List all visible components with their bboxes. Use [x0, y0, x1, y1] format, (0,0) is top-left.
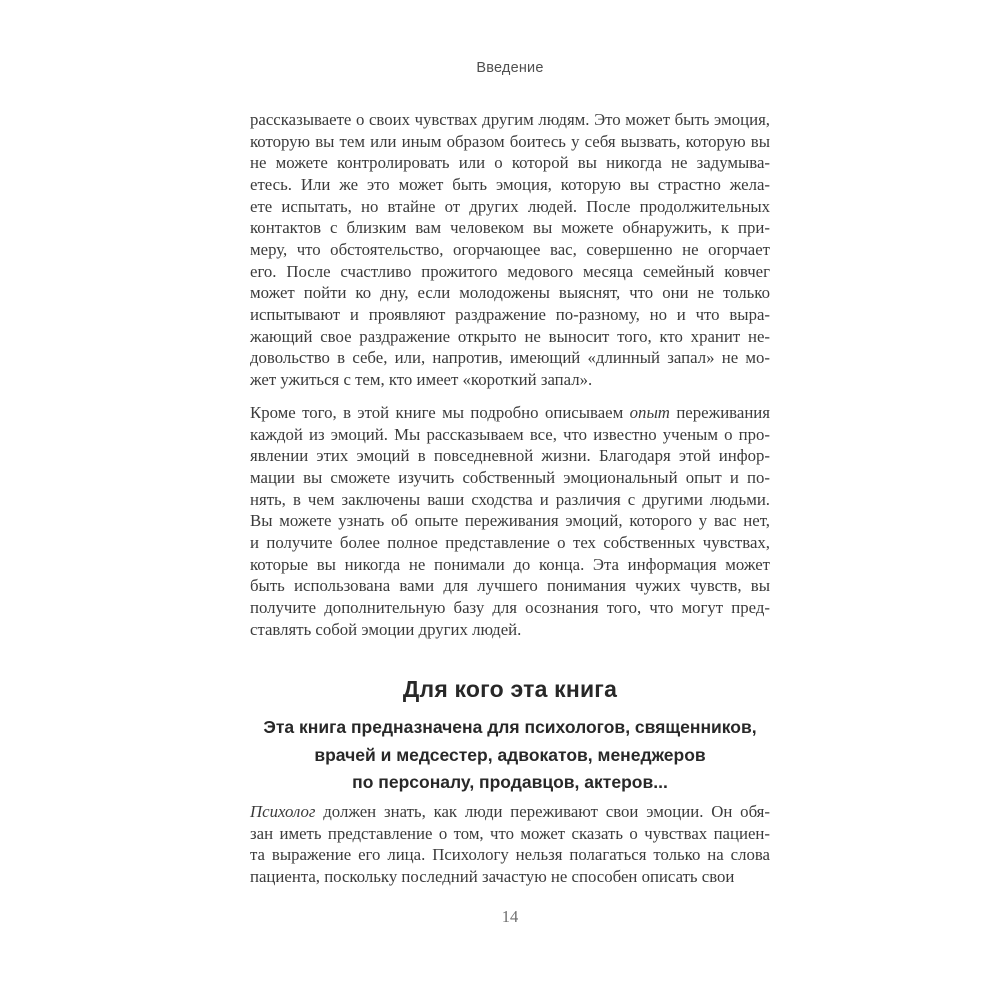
text-line: и получите более полное представление о тех собственных чувствах, — [250, 532, 770, 552]
text-line: рассказываете о своих чувствах другим людям. Это может быть эмоция, — [250, 110, 770, 129]
text-line: та выражение его лица. Психологу нельзя полагаться только на слова — [250, 845, 770, 865]
paragraph-continuation — [250, 109, 770, 391]
text-line: по персоналу, продавцов, актеров... — [352, 772, 668, 792]
paragraph-psychologist — [250, 801, 770, 888]
running-head: Введение — [476, 60, 544, 76]
text-line: явлении этих эмоций в повседневной жизни. Благодаря этой инфор- — [250, 446, 770, 466]
text-line: довольство в себе, или, напротив, имеющий «длинный запал» не мо- — [250, 348, 770, 368]
text-line: быть использована вами для лучшего понимания чужих чувств, вы — [250, 576, 770, 596]
text-line: которую вы тем или иным образом боитесь у себя вызвать, которую вы — [250, 131, 770, 151]
text-line: его. После счастливо прожитого медового месяца семейный ковчег — [250, 261, 770, 281]
text-line: нять, в чем заключены ваши сходства и различия с другими людьми. — [250, 489, 770, 509]
text-line: испытывают и проявляют раздражение по-разному, но и что выра- — [250, 304, 770, 324]
paragraph-emotions-experience — [250, 402, 770, 640]
text-line: получите дополнительную базу для осознания того, что могут пред- — [250, 597, 770, 617]
text-line: меру, что обстоятельство, огорчающее вас, совершенно не огорчает — [250, 239, 770, 259]
text-line: каждой из эмоций. Мы рассказываем все, что известно ученым о про- — [250, 424, 770, 444]
text-line: пациента, поскольку последний зачастую не способен описать свои — [250, 866, 735, 886]
text-line: жет ужиться с тем, кто имеет «короткий запал». — [250, 369, 593, 389]
text-line: етесь. Или же это может быть эмоция, которую вы страстно жела- — [250, 174, 770, 194]
text-line: ете испытать, но втайне от других людей. После продолжительных — [250, 196, 770, 216]
text-line: мации вы сможете изучить собственный эмоциональный опыт и по- — [250, 467, 770, 487]
text-line: контактов с близким вам человеком вы можете обнаружить, к при- — [250, 218, 770, 238]
text-line: Вы можете узнать об опыте переживания эмоций, которого у вас нет, — [250, 511, 770, 531]
text-line: может пойти ко дну, если молодожены выяснят, что они не только — [250, 283, 770, 303]
text-line: Психолог должен знать, как люди переживают свои эмоции. Он обя- — [250, 802, 770, 821]
text-line: которые вы никогда не понимали до конца. Эта информация может — [250, 554, 770, 574]
text-line: ставлять собой эмоции других людей. — [250, 619, 522, 639]
text-line: Эта книга предназначена для психологов, священников, — [263, 717, 757, 737]
page-number: 14 — [501, 907, 519, 926]
text-line: врачей и медсестер, адвокатов, менеджеров — [314, 744, 706, 765]
text-line: зан иметь представление о том, что может сказать о чувствах пациен- — [250, 823, 770, 843]
text-line: Кроме того, в этой книге мы подробно описываем опыт переживания — [250, 403, 770, 422]
text-line: жающий свое раздражение открыто не выносит того, кто хранит не- — [250, 326, 770, 346]
section-heading: Для кого эта книга — [402, 676, 618, 702]
text-line: не можете контролировать или о которой вы никогда не задумыва- — [250, 153, 770, 173]
section-subtitle — [250, 714, 770, 797]
